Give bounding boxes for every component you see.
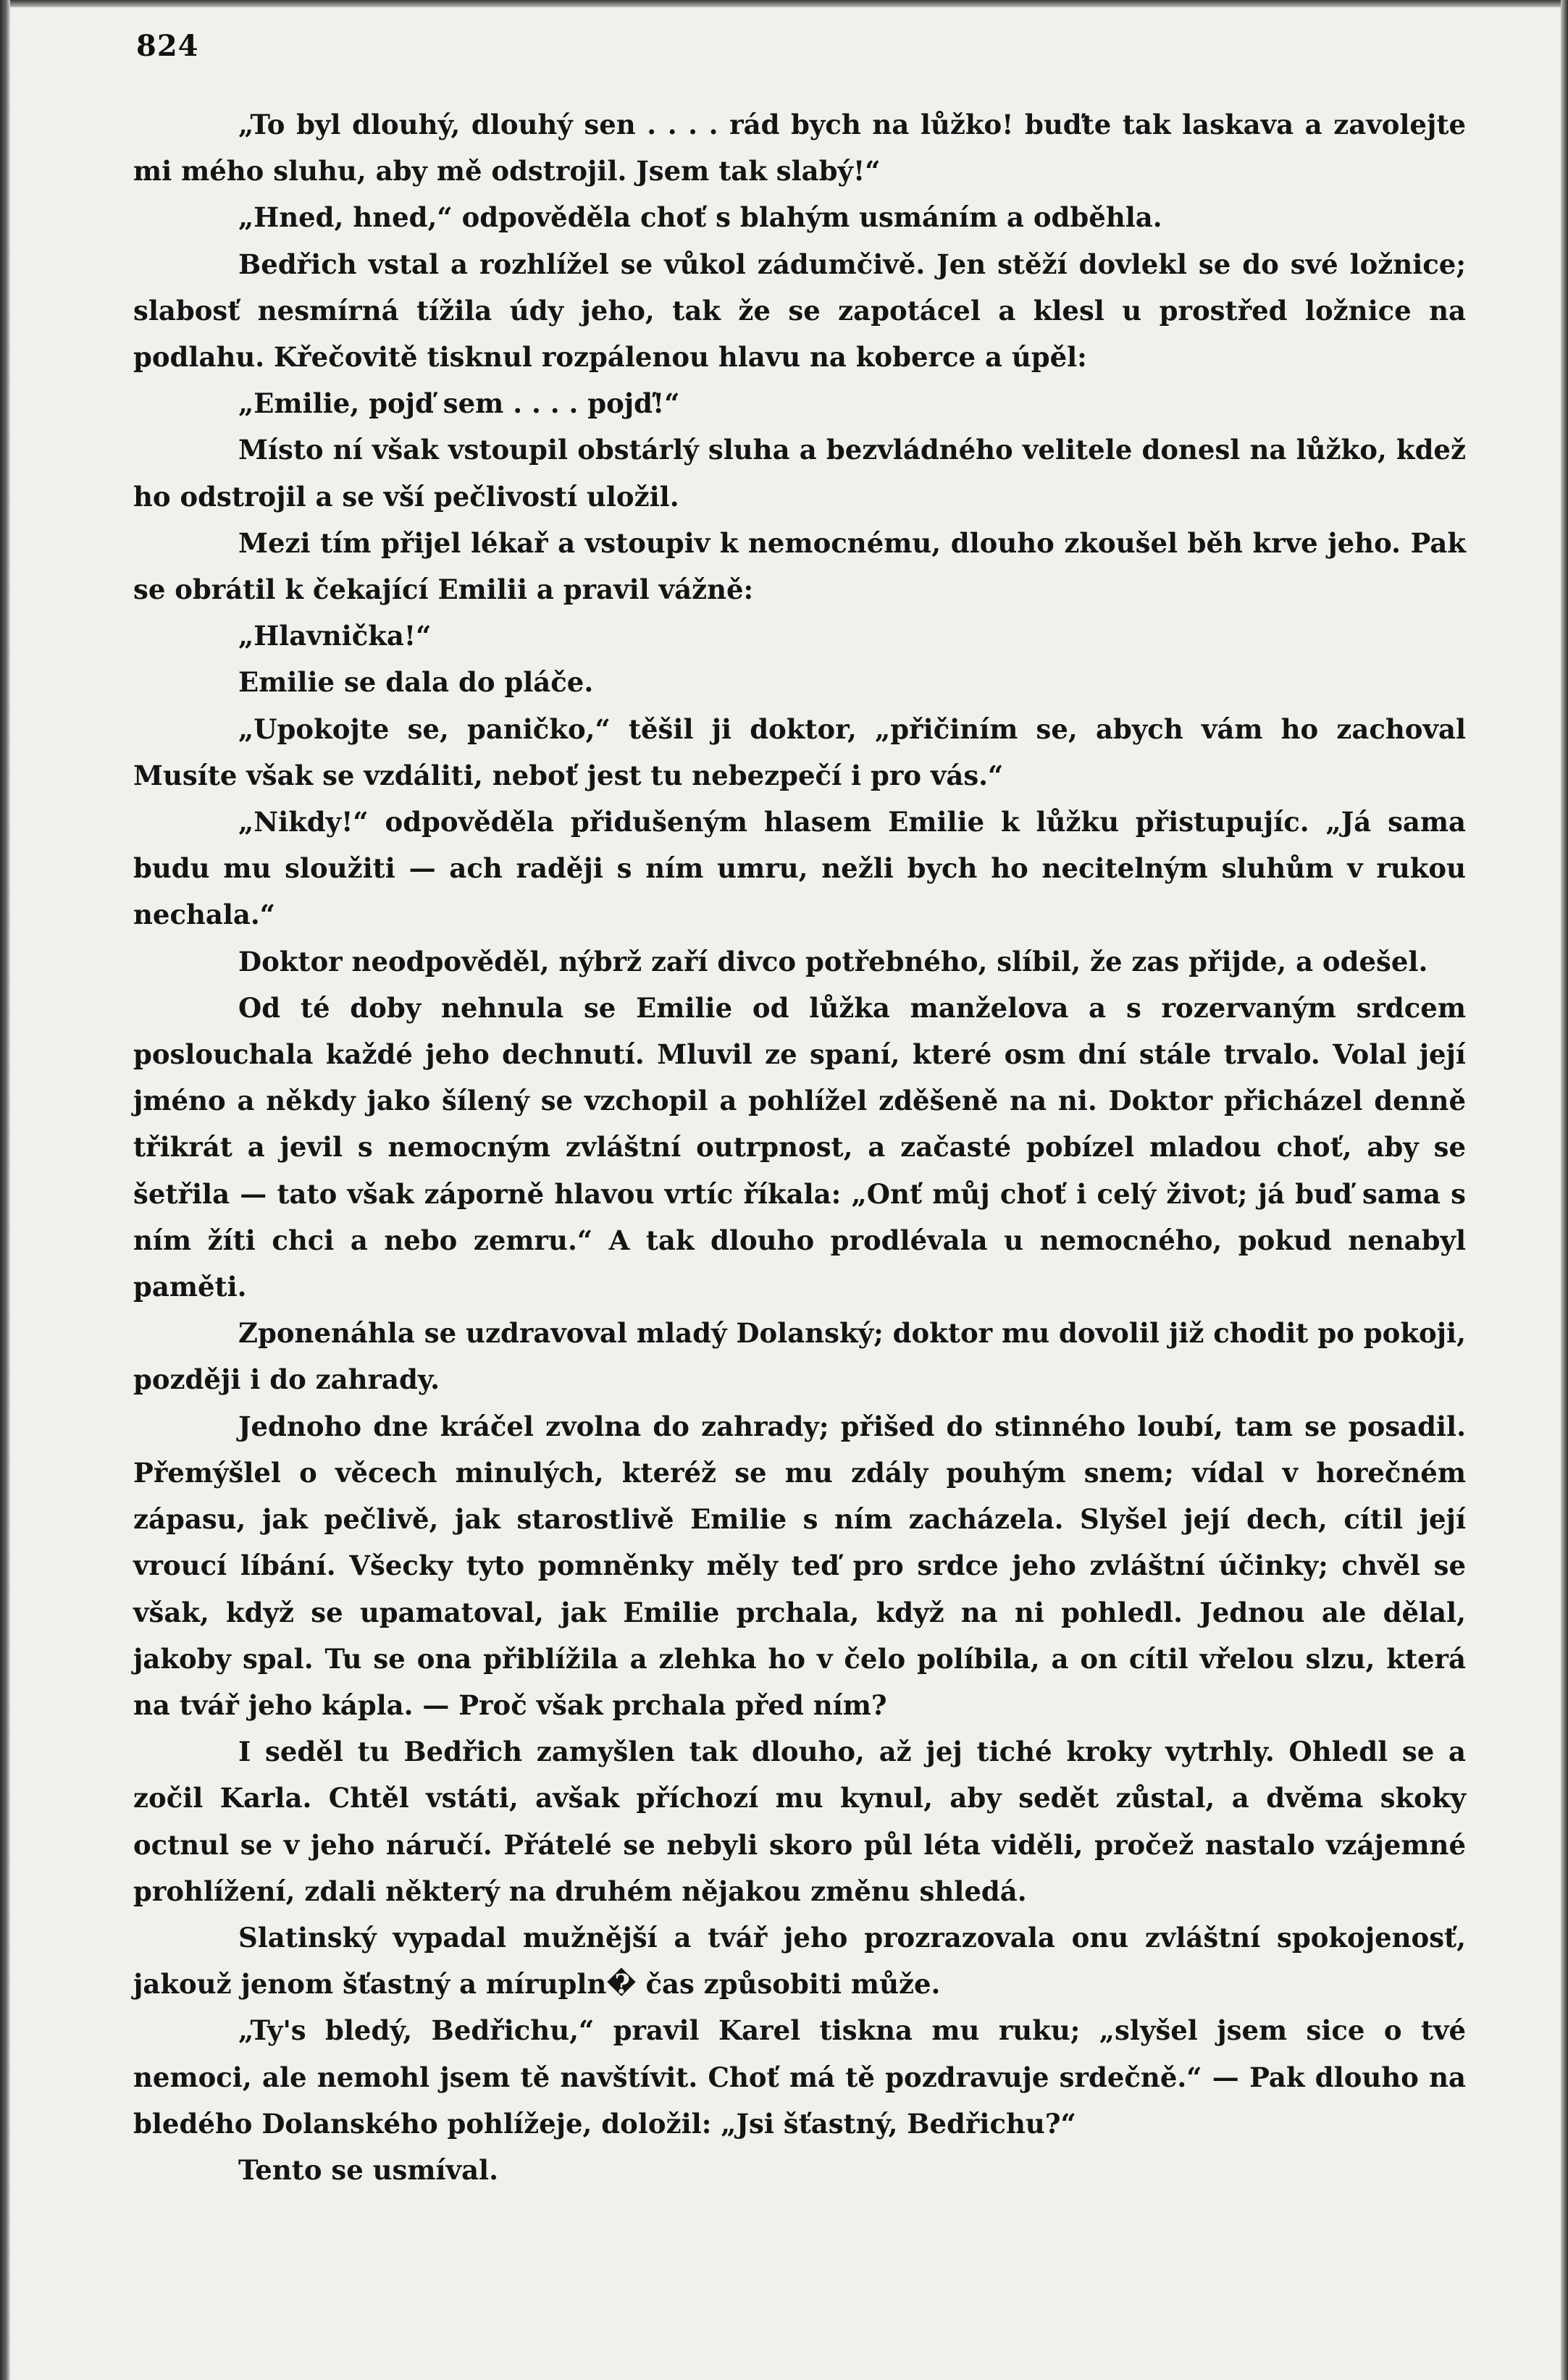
paragraph: I seděl tu Bedřich zamyšlen tak dlouho, až jej tiché kroky vytrhly. Ohledl se a zočil Karla. Chtěl vstáti, avšak příchozí mu kynul, aby sedět zůstal, a dvěma skoky octnul se v jeho náručí. Přátelé se nebyli skoro půl léta viděli, pročež nastalo vzájemné prohlížení, zdali některý na druhém nějakou změnu shledá. <box>133 1736 1466 1907</box>
paragraph: „Hned, hned,“ odpověděla choť s blahým usmáním a odběhla. <box>238 201 1162 234</box>
paragraph: „Emilie, pojď sem . . . . pojď!“ <box>238 387 680 420</box>
body-text <box>133 101 1466 2193</box>
paragraph: Emilie se dala do pláče. <box>238 666 594 699</box>
paragraph: Doktor neodpověděl, nýbrž zaří divco potřebného, slíbil, že zas přijde, a odešel. <box>238 945 1428 977</box>
paragraph: Mezi tím přijel lékař a vstoupiv k nemocnému, dlouho zkoušel běh krve jeho. Pak se obrátil k čekající Emilii a pravil vážně: <box>133 526 1466 606</box>
paragraph: Bedřich vstal a rozhlížel se vůkol zádumčivě. Jen stěží dovlekl se do své ložnice; slabosť nesmírná tížila údy jeho, tak že se zapotácel a klesl u prostřed ložnice na podlahu. Křečovitě tisknul rozpálenou hlavu na koberce a úpěl: <box>133 248 1466 374</box>
page-edge-left <box>0 0 10 2380</box>
paragraph: Od té doby nehnula se Emilie od lůžka manželova a s rozervaným srdcem poslouchala každé jeho dechnutí. Mluvil ze spaní, které osm dní stále trvalo. Volal její jméno a někdy jako šílený se vzchopil a pohlížel zděšeně na ni. Doktor přicházel denně třikrát a jevil s nemocným zvláštní outrpnost, a začasté pobízel mladou choť, aby se šetřila — tato však záporně hlavou vrtíc říkala: „Onť můj choť i celý život; já buď sama s ním žíti chci a nebo zemru.“ A tak dlouho prodlévala u nemocného, pokud nenabyl paměti. <box>133 991 1466 1303</box>
page-number: 824 <box>136 29 199 63</box>
paragraph: Jednoho dne kráčel zvolna do zahrady; přišed do stinného loubí, tam se posadil. Přemýšlel o věcech minulých, kteréž se mu zdály pouhým snem; vídal v horečném zápasu, jak pečlivě, jak starostlivě Emilie s ním zacházela. Slyšel její dech, cítil její vroucí líbání. Všecky tyto pomněnky měly teď pro srdce jeho zvláštní účinky; chvěl se však, když se upamatoval, jak Emilie prchala, když na ni pohledl. Jednou ale dělal, jakoby spal. Tu se ona přiblížila a zlehka ho v čelo políbila, a on cítil vřelou slzu, která na tvář jeho kápla. — Proč však prchala před ním? <box>133 1410 1466 1721</box>
page-edge-top <box>0 0 1568 7</box>
paragraph: „Hlavnička!“ <box>238 620 432 652</box>
paragraph: „To byl dlouhý, dlouhý sen . . . . rád bych na lůžko! buďte tak laskava a zavolejte mi mého sluhu, aby mě odstrojil. Jsem tak slabý!“ <box>133 109 1466 188</box>
paragraph: „Nikdy!“ odpověděla přidušeným hlasem Emilie k lůžku přistupujíc. „Já sama budu mu sloužiti — ach raději s ním umru, nežli bych ho necitelným sluhům v rukou nechala.“ <box>133 806 1466 931</box>
paragraph: Zponenáhla se uzdravoval mladý Dolanský; doktor mu dovolil již chodit po pokoji, později i do zahrady. <box>133 1317 1466 1396</box>
paragraph: „Upokojte se, paničko,“ těšil ji doktor, „přičiním se, abych vám ho zachoval Musíte však se vzdáliti, neboť jest tu nebezpečí i pro vás.“ <box>133 712 1466 791</box>
paragraph: Místo ní však vstoupil obstárlý sluha a bezvládného velitele donesl na lůžko, kdež ho odstrojil a se vší pečlivostí uložil. <box>133 434 1466 513</box>
page-edge-right <box>1561 0 1568 2380</box>
paragraph: Slatinský vypadal mužnější a tvář jeho prozrazovala onu zvláštní spokojenosť, jakouž jenom šťastný a mírupln� čas způsobiti může. <box>133 1921 1466 2001</box>
paragraph: Tento se usmíval. <box>238 2153 498 2186</box>
paragraph: „Ty's bledý, Bedřichu,“ pravil Karel tiskna mu ruku; „slyšel jsem sice o tvé nemoci, ale nemohl jsem tě navštívit. Choť má tě pozdravuje srdečně.“ — Pak dlouho na bledého Dolanského pohlížeje, doložil: „Jsi šťastný, Bedřichu?“ <box>133 2014 1466 2140</box>
